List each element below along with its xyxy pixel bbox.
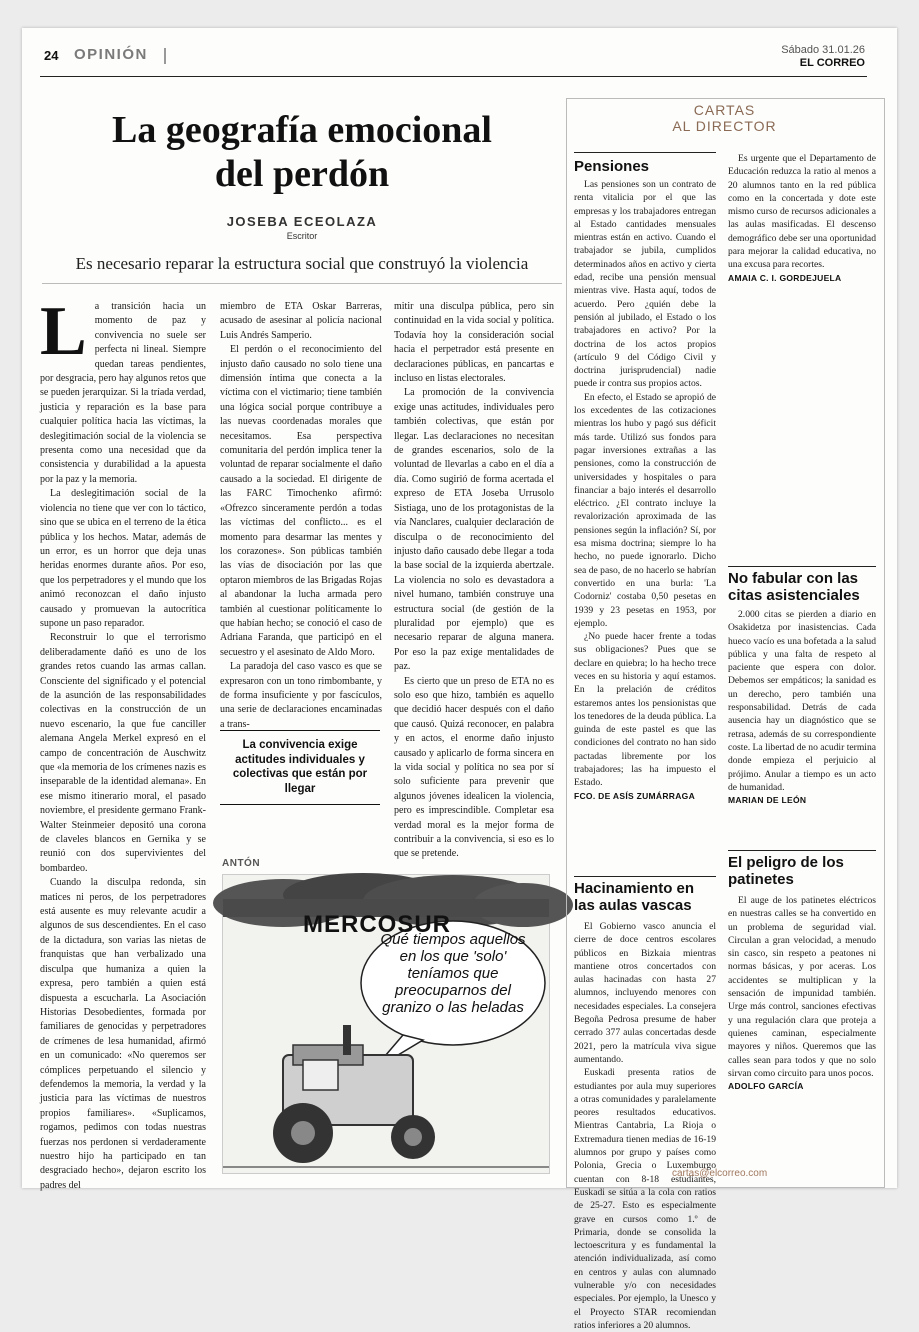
section-divider — [164, 48, 166, 64]
letter-signature: FCO. DE ASÍS ZUMÁRRAGA — [574, 790, 696, 801]
article-paragraph: La paradoja del caso vasco es que se expresaron con un tono rimbombante, y de forma insuficiente y por fascículos, una serie de declaraciones encaminadas a trans- — [220, 661, 382, 730]
letter-rule — [574, 876, 716, 877]
letter-paragraph: Euskadi presenta ratios de estudiantes por aula muy superiores a otras comunidades y paralelamente peores resultados educativos. Mientras Cantabria, La Rioja o Extremadura tienen medias de 16-19 alumnos por grupo y países como Polonia, Grecia o Luxemburgo cuentan con 8-18 estudiantes, Euskadi se sitúa a la cola con ratios de 25-27. Esto es especialmente grave en cursos como 1.º de Primaria, donde se consolida la lectoescritura y es fundamental la atención individualizada, así como en centros y aulas con alumnado vulnerable y/o con necesidades especiales. Por ejemplo, la Unesco y el Proyecto STAR recomiendan ratios inferiores a 20 alumnos. — [574, 1067, 716, 1331]
section-label: OPINIÓN — [74, 46, 148, 63]
page-number: 24 — [44, 48, 59, 63]
letter-signature: AMAIA C. I. GORDEJUELA — [728, 272, 842, 283]
title-line-1: La geografía emocional — [112, 109, 492, 151]
letter-paragraph: 2.000 citas se pierden a diario en Osakidetza por inasistencias. Cada hueco vacío es una bofetada a la salud pública y una falta de respeto al paciente que espera con dolor. Debemos ser empáticos; la sanidad es un derecho, pero también una responsabilidad. Detrás de cada ausencia hay un diagnóstico que se retrasa, además de su correspondiente coste. La libertad de no acudir termina donde empieza el perjuicio al prójimo. Anular a tiempo es un acto de humanidad. — [728, 609, 876, 793]
article-subtitle: Es necesario reparar la estructura social que construyó la violencia — [75, 254, 529, 273]
pull-quote: La convivencia exige actitudes individuales y colectivas que están por llegar — [232, 739, 368, 795]
letter-pensiones — [574, 178, 716, 874]
article-paragraph: La promoción de la convivencia exige unas actitudes, individuales pero también colectivas, que están por llegar. Las declaraciones no necesitan de grandes escenarios, solo de la voluntad de llevarlas a cabo en el día a día. Como sugirió de forma acertada el expreso de ETA Joseba Urrusolo Sistiaga, uno de los protagonistas de la vía Nanclares, cualquier declaración de disculpa o de reconocimiento del injusto daño causado debe llegar a toda la base social de la izquierda abertzale. La violencia no solo es devastadora a nivel humano, también construye una estructura social (de gestión de la pluralidad por ejemplo) que es necesario reparar de alguna manera. Por eso la paz exige mentalidades de paz. — [394, 387, 554, 673]
letters-section-title — [566, 102, 883, 134]
letter-paragraph: Las pensiones son un contrato de renta vitalicia por el que las empresas y los trabajadores entregan al Estado cantidades mensuales mientras están en activo. Cuando el trabajador se jubila, cumplidos determinados años en activo y cierta edad, recibe una pensión mensual mientras vive. Hasta aquí, todos de acuerdo. Pero ¿quién debe la pensión al jubilado, el Estado o los trabajadores en activo? Por la doctrina de los actos propios (artículo 9 del Código Civil y doctrina jurisprudencial) nadie puede ir contra sus propios actos. — [574, 179, 716, 390]
cartoon — [222, 874, 550, 1174]
article-author: JOSEBA ECEOLAZA — [226, 214, 378, 229]
subtitle-rule — [42, 283, 562, 284]
issue-date: Sábado 31.01.26 — [781, 44, 865, 56]
letter-title-no-fabular: No fabular con las citas asistenciales — [728, 570, 860, 604]
article-paragraph: a transición hacia un momento de paz y convivencia no suele ser perfecta ni lineal. Siempre quedan tareas pendientes, por desgracia, pero hay algunos retos que se pueden jerarquizar. Si la tríada verdad, justicia y reparación es la base para cualquier política hacia las víctimas, la deslegitimación social de la violencia se presenta como una necesidad que da consistencia y durabilidad a la apuesta por la paz y la memoria. — [40, 301, 206, 485]
newspaper-page — [22, 28, 897, 1331]
letter-title-hacinamiento: Hacinamiento en las aulas vascas — [574, 880, 695, 914]
article-paragraph: Es cierto que un preso de ETA no es solo eso que hizo, también es aquello que decidió hacer después con el daño que causó. Quizá reconocer, en palabra y en actos, el enorme daño injusto causado y aplicarlo de forma sincera en la vida social y política no sea por sí solo suficiente para prevenir que algunos jóvenes idealicen la violencia, pero es imprescindible. Completar esa verdad moral es la mejor forma de contribuir a la convivencia, si eso es lo que se pretende. — [394, 675, 554, 860]
author-role: Escritor — [286, 231, 318, 241]
article-paragraph: Cuando la disculpa redonda, sin matices ni peros, de los perpetradores está ausente es muy relevante acudir a algunos de sus descendientes. En el caso de la dictadura, son varias las nietas de franquistas que han verbalizado una disculpa que humaniza a quien la expresa, pero también a quien está dispuesta a escucharla. La Asociación Historias Desobedientes, formada por familiares de genocidas y perpetradores de crímenes de lesa humanidad, afirmó en un comunicado: «No queremos ser cómplices perpetuando el silencio y defendemos la memoria, la verdad y la justicia para las víctimas de nuestros propios familiares». «Suplicamos, rogamos, pedimos con todas nuestras fuerzas nos perdonen si verdaderamente nuestro hijo ha participado en tan desgraciado hecho», dejaron escrito los padres del — [40, 877, 206, 1191]
article-column-1 — [40, 293, 206, 1191]
cartoon-speech: Qué tiempos aquellos en los que 'solo' teníamos que preocuparnos del granizo o las heladas — [380, 931, 526, 1016]
letter-no-fabular — [728, 608, 876, 844]
letter-paragraph: Es urgente que el Departamento de Educación reduzca la ratio al menos a 20 alumnos tanto en la red pública como en la concertada y dote este mismo curso de recursos adicionales a las aulas masificadas. El descenso demográfico debe ser una oportunidad para mejorar la calidad educativa, no una excusa para recortes. — [728, 153, 876, 271]
title-line-2: del perdón — [214, 153, 390, 195]
article-paragraph: El perdón o el reconocimiento del injusto daño causado no solo tiene una dimensión íntima que conecta a la víctima con el victimario; tiene también una lógica social porque contribuye a las nuevas coordenadas morales que necesitamos. Esa perspectiva comunitaria del perdón implica tener la voluntad de reparar socialmente el daño causado a la sociedad. El dirigente de las FARC Timochenko afirmó: «Ofrezco sinceramente perdón a todas las víctimas del conflicto... es el momento para desarmar las mentes y los corazones». Son públicas también las vías de disociación por las que optaron miembros de las Brigadas Rojas al abandonar la lucha armada pero también al cuestionar políticamente lo que habían hecho; se conoció el caso de Adriana Faranda, que participó en el secuestro y el asesinato de Aldo Moro. — [220, 344, 382, 658]
letter-rule — [728, 566, 876, 567]
letters-email-link[interactable]: cartas@elcorreo.com — [672, 1168, 768, 1179]
letter-signature: ADOLFO GARCÍA — [728, 1081, 804, 1092]
letter-rule — [728, 850, 876, 851]
dropcap: L — [40, 293, 87, 370]
letter-paragraph: El Gobierno vasco anuncia el cierre de doce centros escolares públicos en Bizkaia mientras mantiene otros concertados con aulas hacinadas con hasta 27 alumnos, incluyendo menores con necesidades especiales. La consejera Begoña Pedrosa presume de haber cerrado 377 aulas concertadas desde 2021, pero la matrícula viva sigue aumentando. — [574, 921, 716, 1065]
letter-patinetes — [728, 894, 876, 1160]
article-paragraph: La deslegitimación social de la violencia no tiene que ver con lo táctico, sino que se ubica en el terreno de la ética pública y los hechos. Matar, además de un error, es un horror que deja unas heridas enormes durante años. Por eso, que los perpetradores y el mundo que los animó reconozcan el daño injusto causado y promuevan la autocrítica supone un paso reparador. — [40, 488, 206, 629]
letter-paragraph: ¿No puede hacer frente a todas sus obligaciones? Pues que se declare en quiebra; lo ha hecho trece veces en su historia y aquí estamos. En la prelación de créditos estaremos antes los pensionistas que los tenedores de la deuda pública. La guinda de este pastel es que las condiciones del contrato no han sido pactadas libremente por los trabajadores; las ha impuesto el Estado. — [574, 631, 716, 789]
article-column-3 — [394, 300, 554, 860]
letters-title-line-1: CARTAS — [693, 102, 756, 118]
letter-hacinamiento — [574, 920, 716, 1331]
letter-paragraph: En efecto, el Estado se apropió de los excedentes de las cotizaciones mientras los hubo y pagó sus déficit más tarde. Utilizó sus fondos para pagar inversiones extrañas a las pensiones, como la construcción de universidades y hospitales o para financiar a bajo interés el desarrollo eléctrico. ¿El contrato incluye la revalorización aproximada de las pensiones según la inflación? Sí, por esa misma doctrina; siempre lo ha hecho, no puede ignorarlo. Dicho sea de paso, de no hacerlo se habrían convertido en una burla: 'La Codorniz' costaba 0,50 pesetas en 1939 y 23 pesetas en 1953, por ejemplo. — [574, 391, 716, 629]
article-column-2 — [220, 300, 382, 730]
cartoon-credit: ANTÓN — [222, 858, 261, 869]
newspaper-name: EL CORREO — [799, 57, 865, 69]
letter-title-pensiones: Pensiones — [574, 158, 650, 175]
letters-title-line-2: AL DIRECTOR — [672, 118, 777, 134]
article-paragraph: mitir una disculpa pública, pero sin continuidad en la vida social y política. Todavía hoy la consideración social hacia el perpetrador está presente en declaraciones públicas, en pancartas e incluso en listas electorales. — [394, 301, 554, 385]
quote-rule-bottom — [220, 804, 380, 805]
letter-paragraph: El auge de los patinetes eléctricos en nuestras calles se ha convertido en un problema de seguridad vial. Circulan a gran velocidad, a menudo sin casco, sin respeto a peatones ni normas básicas, y por aceras. Los accidentes se multiplican y la sensación de impunidad también. Urge más control, sanciones efectivas y una regulación clara que proteja a quienes caminan, especialmente mayores y niños. Queremos que las calles sean para todos y que no solo sirvan como circuito para unos pocos. — [728, 895, 876, 1079]
letter-signature: MARIAN DE LEÓN — [728, 795, 807, 806]
article-title — [62, 108, 542, 196]
article-paragraph: Reconstruir lo que el terrorismo deliberadamente dañó es uno de los grandes retos cuando las armas callan. Consciente del significado y el potencial de la asunción de las responsabilidades colectivas en la construcción de un nuevo escenario, la que fue canciller alemana Angela Merkel expresó en el campo de concentración de Auschwitz que «la memoria de los crímenes nazis es inseparable de la identidad alemana». En ese mismo itinerario moral, el pasado noviembre, el presidente germano Frank-Walter Steinmeier depositó una corona de claveles blancos en Gernika y se reunió con dos supervivientes del bombardeo. — [40, 632, 206, 874]
letter-hacinamiento-continued — [728, 152, 876, 560]
letter-title-patinetes: El peligro de los patinetes — [728, 854, 844, 888]
cartoon-sign: MERCOSUR — [303, 911, 452, 938]
quote-rule-top — [220, 730, 380, 731]
header-rule — [40, 76, 867, 77]
article-paragraph: miembro de ETA Oskar Barreras, acusado de asesinar al policía nacional Luis Andrés Samperio. — [220, 301, 382, 341]
letter-rule — [574, 152, 716, 153]
